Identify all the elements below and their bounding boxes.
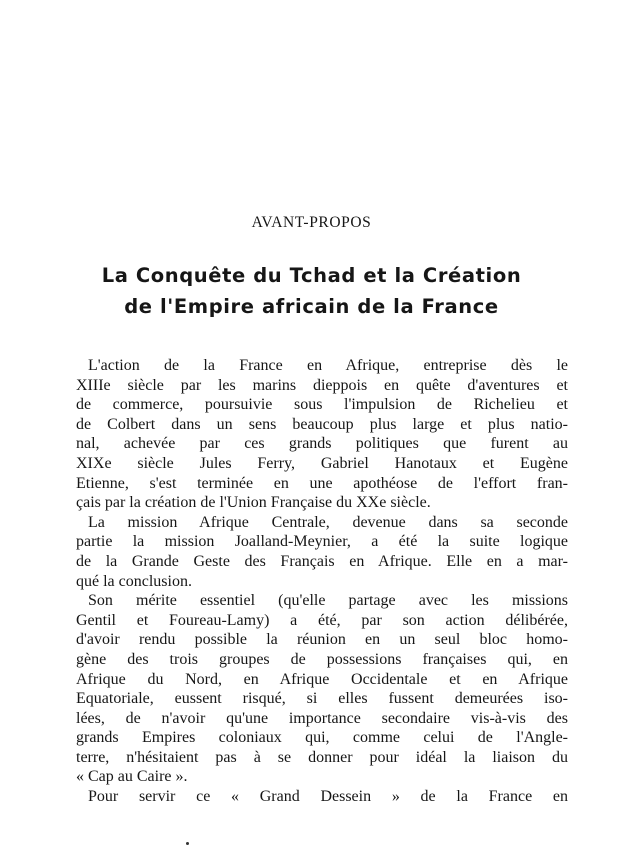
text-line: qué la conclusion. [76, 572, 192, 590]
text-line: çais par la création de l'Union Française du XXe siècle. [76, 494, 431, 512]
text-line: gène des trois groupes de possessions françaises qui, en [76, 650, 568, 668]
text-line: XIXe siècle Jules Ferry, Gabriel Hanotaux et Eugène [76, 454, 568, 472]
text-line: terre, n'hésitaient pas à se donner pour idéal la liaison du [76, 748, 568, 766]
body-text [76, 356, 568, 807]
text-line: Etienne, s'est terminée en une apothéose de l'effort fran- [76, 474, 568, 492]
chapter-title-line-2: de l'Empire africain de la France [124, 295, 499, 318]
text-line: La mission Afrique Centrale, devenue dans sa seconde [88, 513, 568, 531]
text-line: de la Grande Geste des Français en Afrique. Elle en a mar- [76, 552, 568, 570]
text-line: nal, achevée par ces grands politiques que furent au [76, 435, 568, 453]
text-line: Equatoriale, eussent risqué, si elles fussent demeurées iso- [76, 690, 568, 708]
text-line: Afrique du Nord, en Afrique Occidentale et en Afrique [76, 670, 568, 688]
print-speck [186, 842, 189, 845]
text-line: de commerce, poursuivie sous l'impulsion de Richelieu et [76, 396, 568, 414]
text-line: grands Empires coloniaux qui, comme celui de l'Angle- [76, 729, 568, 747]
text-line: d'avoir rendu possible la réunion en un seul bloc homo- [76, 631, 568, 649]
text-line: « Cap au Caire ». [76, 768, 188, 786]
text-line: de Colbert dans un sens beaucoup plus large et plus natio- [76, 415, 568, 433]
text-line: L'action de la France en Afrique, entreprise dès le [88, 357, 568, 374]
text-line: lées, de n'avoir qu'une importance secondaire vis-à-vis des [76, 709, 568, 727]
section-heading: AVANT-PROPOS [251, 214, 372, 231]
chapter-title-line-1: La Conquête du Tchad et la Création [101, 264, 522, 287]
text-line: Son mérite essentiel (qu'elle partage avec les missions [88, 592, 568, 610]
text-line: partie la mission Joalland-Meynier, a été la suite logique [76, 533, 568, 551]
text-line: Pour servir ce « Grand Dessein » de la France en [88, 788, 568, 806]
text-line: XIIIe siècle par les marins dieppois en quête d'aventures et [76, 376, 568, 394]
text-line: Gentil et Foureau-Lamy) a été, par son action délibérée, [76, 611, 568, 629]
